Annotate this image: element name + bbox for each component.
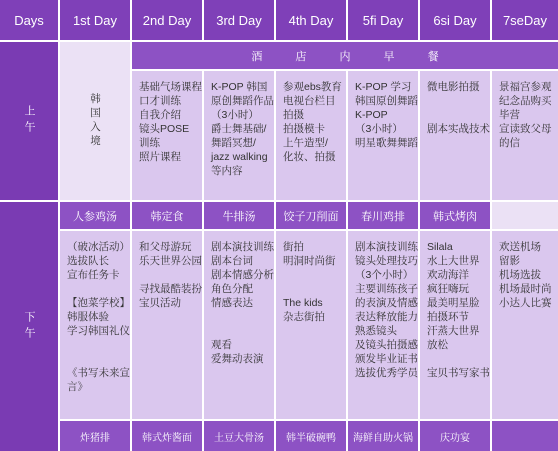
activity-line (283, 282, 346, 296)
activity-line: 纪念品购买 (499, 95, 552, 107)
activity-line: 明洞时尚街 (283, 255, 336, 267)
activity-line: 寻找最酷装扮 (139, 283, 202, 295)
activity-line: 毕营 (499, 109, 520, 121)
day4-afternoon-cell (276, 231, 346, 419)
activity-line: 拍摄模卡 (283, 123, 325, 135)
activity-line (283, 268, 346, 282)
day6-dinner: 庆功宴 (420, 421, 490, 451)
day7-morning-cell (492, 71, 558, 200)
activity-line: 最美明星脸 (427, 297, 480, 309)
activity-line: 宝贝活动 (139, 297, 181, 309)
day5-dinner: 海鲜自助火锅 (348, 421, 418, 451)
header-day-4: 4th Day (276, 0, 346, 40)
activity-line: 宣布任务卡 (67, 269, 120, 281)
activity-line: 小达人比赛 (499, 297, 552, 309)
activity-line: 《书写未来宣 (67, 367, 130, 379)
activity-line: 口才训练 (139, 95, 181, 107)
activity-line: 剧本情感分析 (211, 269, 274, 281)
activity-line (211, 324, 274, 338)
day2-lunch: 韩定食 (132, 202, 202, 229)
activity-line: 参观ebs教育 (283, 81, 342, 93)
activity-line: 电视台栏目 (283, 95, 336, 107)
day5-lunch: 春川鸡排 (348, 202, 418, 229)
activity-line: K-POP 韩国 (211, 81, 268, 93)
header-day-7: 7seDay (492, 0, 558, 40)
activity-line: 上午造型/ (283, 137, 328, 149)
activity-line: 剧本演技训练 (355, 241, 418, 253)
day1-dinner: 炸猪排 (60, 421, 130, 451)
period-afternoon-label: 下午 (23, 310, 35, 343)
activity-line: 剧本实战技术 (427, 123, 490, 135)
activity-line (427, 108, 490, 122)
breakfast-banner (132, 42, 558, 69)
activity-line: jazz walking (211, 151, 268, 163)
day7-dinner (492, 421, 558, 451)
activity-line: 拍摄环节 (427, 311, 469, 323)
period-morning-label: 上午 (23, 105, 35, 137)
activity-line: 化妆、拍摄 (283, 151, 336, 163)
day3-lunch: 牛排汤 (204, 202, 274, 229)
header-days: Days (0, 0, 58, 40)
activity-line: 镜头POSE (139, 123, 190, 135)
activity-line: 等内容 (211, 165, 243, 177)
activity-line: 汗蒸大世界 (427, 325, 480, 337)
activity-line: 角色分配 (211, 283, 253, 295)
day1-morning-cell (60, 42, 130, 200)
activity-line: 及镜头拍摄感 (355, 339, 418, 351)
day4-dinner: 韩半破碗鸭 (276, 421, 346, 451)
activity-line (211, 310, 274, 324)
activity-line (427, 94, 490, 108)
activity-line: 观看 (211, 339, 232, 351)
activity-line (139, 268, 202, 282)
day6-morning-cell (420, 71, 490, 200)
activity-line: 情感表达 (211, 297, 253, 309)
activity-line: 欢动海洋 (427, 269, 469, 281)
breakfast-label: 酒 店 内 早 餐 (251, 50, 454, 63)
activity-line: 自我介绍 (139, 109, 181, 121)
activity-line: 韩国原创舞蹈 (355, 95, 418, 107)
activity-line: 原创舞蹈作品 (211, 95, 274, 107)
day7-afternoon-cell (492, 231, 558, 419)
activity-line: 微电影拍摄 (427, 81, 480, 93)
day1-lunch: 人参鸡汤 (60, 202, 130, 229)
activity-line: Silala (427, 241, 453, 253)
activity-line: 训练 (139, 137, 160, 149)
period-afternoon (0, 202, 58, 451)
activity-line: 选拔队长 (67, 255, 109, 267)
activity-line: 放松 (427, 339, 448, 351)
header-day-1: 1st Day (60, 0, 130, 40)
activity-line: 基础气场课程 (139, 81, 202, 93)
activity-line: K-POP (355, 109, 388, 121)
activity-line: 欢送机场 (499, 241, 541, 253)
day2-dinner: 韩式炸酱面 (132, 421, 202, 451)
activity-line: 剧本台词 (211, 255, 253, 267)
activity-line: 熟悉镜头 (355, 325, 397, 337)
day4-lunch: 饺子刀削面 (276, 202, 346, 229)
activity-line: 和父母游玩 (139, 241, 192, 253)
activity-line: 的信 (499, 137, 520, 149)
arrival-label: 韩国入境 (89, 93, 101, 149)
period-morning (0, 42, 58, 200)
activity-line: 明星歌舞舞蹈 (355, 137, 418, 149)
header-day-2: 2nd Day (132, 0, 202, 40)
day3-dinner: 土豆大骨汤 (204, 421, 274, 451)
day2-afternoon-cell (132, 231, 202, 419)
activity-line: The kids (283, 297, 323, 309)
activity-line (427, 352, 490, 366)
day6-afternoon-cell (420, 231, 490, 419)
activity-line (67, 282, 130, 296)
activity-line: 镜头处理技巧 (355, 255, 418, 267)
activity-line: 言》 (67, 381, 88, 393)
activity-line: （破冰活动） (67, 241, 130, 253)
activity-line: 爱舞动表演 (211, 353, 264, 365)
day1-afternoon-cell (60, 231, 130, 419)
activity-line: 拍摄 (283, 109, 304, 121)
activity-line: 的表演及情感 (355, 297, 418, 309)
activity-line: 机场最时尚 (499, 283, 552, 295)
activity-line: 爵士舞基础/ (211, 123, 267, 135)
activity-line: 【泡菜学校】 (67, 297, 130, 309)
activity-line (67, 338, 130, 352)
activity-line: 主要训练孩子 (355, 283, 418, 295)
activity-line: 宣读致父母 (499, 123, 552, 135)
header-day-3: 3rd Day (204, 0, 274, 40)
day3-afternoon-cell (204, 231, 274, 419)
activity-line: 景福宫参观 (499, 81, 552, 93)
activity-line: 街拍 (283, 241, 304, 253)
activity-line: 宝贝书写家书 (427, 367, 490, 379)
activity-line: K-POP 学习 (355, 81, 412, 93)
day2-morning-cell (132, 71, 202, 200)
activity-line: 舞蹈冥想/ (211, 137, 256, 149)
day4-morning-cell (276, 71, 346, 200)
activity-line: 剧本演技训练 (211, 241, 274, 253)
activity-line: 乐天世界公园 (139, 255, 202, 267)
activity-line: （3小时） (211, 109, 259, 121)
activity-line: 韩服体验 (67, 311, 109, 323)
activity-line: 留影 (499, 255, 520, 267)
header-day-6: 6si Day (420, 0, 490, 40)
day7-lunch (492, 202, 558, 229)
day5-morning-cell (348, 71, 418, 200)
activity-line: 颁发毕业证书 (355, 353, 418, 365)
activity-line: 机场选拔 (499, 269, 541, 281)
activity-line: （3小时） (355, 123, 403, 135)
day5-afternoon-cell (348, 231, 418, 419)
activity-line: （3个小时） (355, 269, 414, 281)
activity-line: 疯狂嗨玩 (427, 283, 469, 295)
activity-line: 学习韩国礼仪 (67, 325, 130, 337)
activity-line: 水上大世界 (427, 255, 480, 267)
day6-lunch: 韩式烤肉 (420, 202, 490, 229)
activity-line (67, 352, 130, 366)
day3-morning-cell (204, 71, 274, 200)
activity-line: 杂志街拍 (283, 311, 325, 323)
activity-line: 照片课程 (139, 151, 181, 163)
activity-line: 表达释放能力 (355, 311, 418, 323)
header-day-5: 5fi Day (348, 0, 418, 40)
activity-line: 选拔优秀学员 (355, 367, 418, 379)
